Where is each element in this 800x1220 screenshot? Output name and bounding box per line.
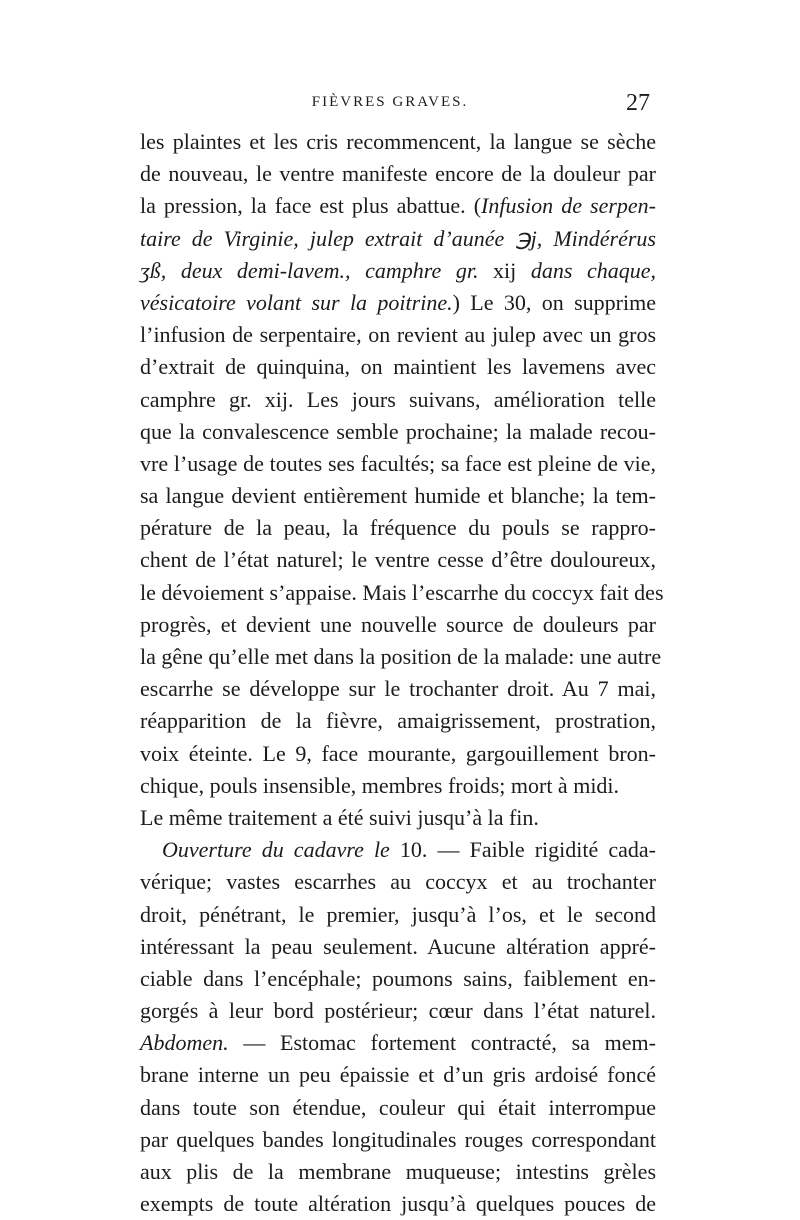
text-line [140,190,656,222]
text-line [140,1124,656,1156]
text-line [140,351,656,383]
text-line [140,480,656,512]
text-line [140,995,656,1027]
text-line [140,899,656,931]
italic-text: dans chaque, [516,257,657,283]
text-line [140,673,656,705]
text-run: brane interne un peu épaissie et d’un gris ardoisé foncé [140,1062,656,1088]
running-title: FIÈVRES GRAVES. [311,94,469,110]
text-run: par quelques bandes longitudinales rouges correspondant [140,1126,656,1152]
italic-text: Infusion de serpen- [481,193,656,219]
text-run: voix éteinte. Le 9, face mourante, gargouillement bron- [140,740,656,766]
text-run: escarrhe se développe sur le trochanter droit. Au 7 mai, [140,676,656,702]
text-line [140,448,656,480]
italic-text: Ouverture du cadavre le [162,837,390,863]
text-run: 10. — Faible rigidité cada- [389,837,656,863]
italic-text: taire de Virginie, julep extrait d’aunée ℈j, Mindérérus [140,225,656,251]
text-run: camphre gr. xij. Les jours suivans, amélioration telle [140,386,656,412]
text-line [140,126,656,158]
text-run: dans toute son étendue, couleur qui était interrompue [140,1094,656,1120]
text-line [140,223,656,255]
text-run: sa langue devient entièrement humide et blanche; la tem- [140,483,656,509]
text-line [140,931,656,963]
text-line [140,512,656,544]
text-line [140,255,656,287]
text-line [140,1027,656,1059]
text-line [140,1156,656,1188]
text-run: gorgés à leur bord postérieur; cœur dans l’état naturel. [140,998,656,1024]
text-run: pérature de la peau, la fréquence du pouls se rappro- [140,515,656,541]
text-run: d’extrait de quinquina, on maintient les lavemens avec [140,354,656,380]
text-run: l’infusion de serpentaire, on revient au julep avec un gros [140,322,656,348]
text-line [140,384,656,416]
text-run: progrès, et devient une nouvelle source de douleurs par [140,611,656,637]
page-number: 27 [626,90,650,116]
text-line [140,287,656,319]
italic-text: vésicatoire volant sur la poitrine. [140,289,453,315]
text-run: le dévoiement s’appaise. Mais l’escarrhe du coccyx fait des [140,579,664,605]
text-line [140,1059,656,1091]
text-line [140,641,662,673]
text-run: chique, pouls insensible, membres froids; mort à midi. [140,772,620,798]
text-run: les plaintes et les cris recommencent, la langue se sèche [140,129,656,154]
text-run: vérique; vastes escarrhes au coccyx et au trochanter [140,869,656,895]
text-run: réapparition de la fièvre, amaigrissement, prostration, [140,708,656,734]
text-run: exempts de toute altération jusqu’à quelques pouces de [140,1191,656,1217]
text-run: Le même traitement a été suivi jusqu’à la fin. [140,804,539,830]
text-line [140,963,656,995]
text-run: ) Le 30, on supprime [452,289,656,315]
text-run: — Estomac fortement contracté, sa mem- [228,1030,656,1056]
text-run: aux plis de la membrane muqueuse; intestins grèles [140,1159,656,1184]
running-head [130,90,650,120]
italic-text: ʒß, deux demi-lavem., camphre gr. [140,257,494,283]
text-line [140,1188,656,1220]
text-line [140,609,656,641]
text-run: vre l’usage de toutes ses facultés; sa face est pleine de vie, [140,450,656,476]
text-line [140,802,656,834]
text-run: de nouveau, le ventre manifeste encore de la douleur par [140,161,656,187]
text-line [140,834,656,866]
text-run: xij [493,257,517,283]
text-line [140,770,656,802]
text-line [140,738,656,770]
text-line [140,1092,656,1124]
italic-text: Abdomen. [140,1030,229,1056]
body-text [140,126,664,1220]
text-run: ciable dans l’encéphale; poumons sains, faiblement en- [140,965,656,991]
text-run: intéressant la peau seulement. Aucune altération appré- [140,933,656,959]
text-line [140,319,656,351]
text-line [140,866,656,898]
text-line [140,705,656,737]
text-line [140,577,664,609]
text-run: la pression, la face est plus abattue. ( [140,193,482,219]
text-line [140,416,656,448]
text-run: droit, pénétrant, le premier, jusqu’à l’os, et le second [140,901,656,927]
text-run: chent de l’état naturel; le ventre cesse d’être douloureux, [140,547,656,573]
text-run: que la convalescence semble prochaine; la malade recou- [140,418,656,444]
text-line [140,158,656,190]
text-line [140,544,656,576]
text-run: la gêne qu’elle met dans la position de la malade: une autre [140,644,662,669]
